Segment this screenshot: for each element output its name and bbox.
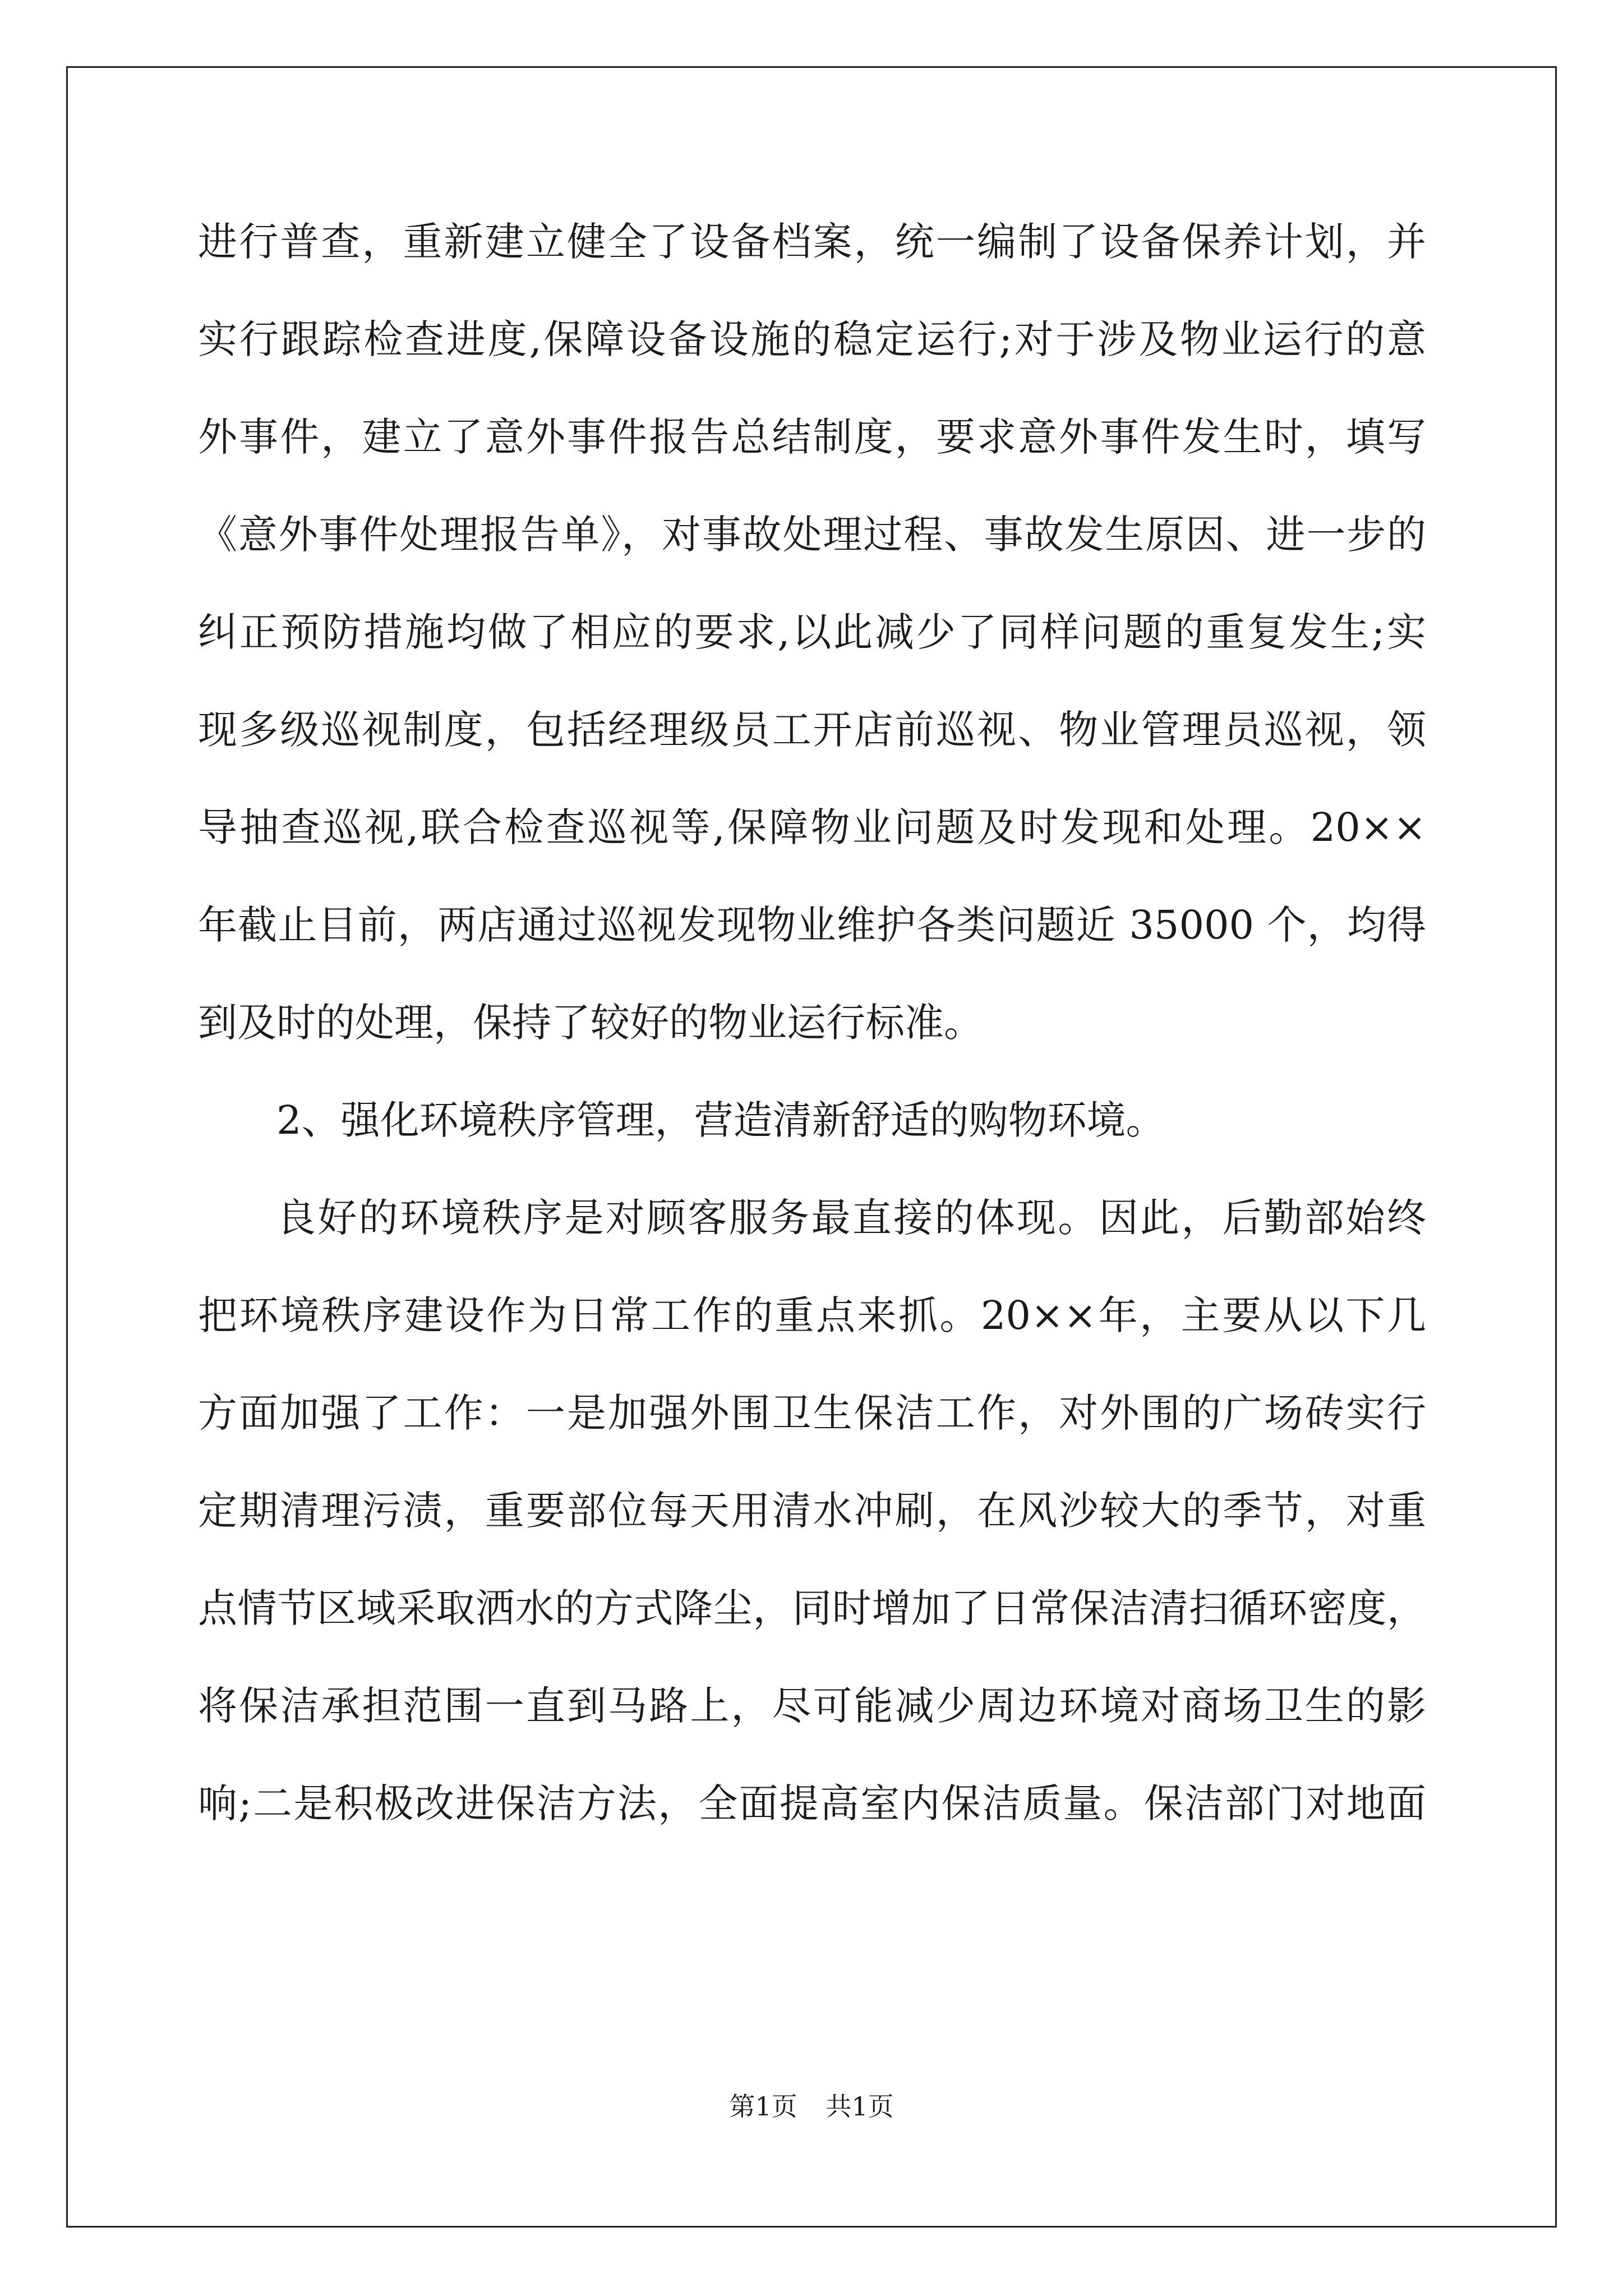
text-line-4: 《意外事件处理报告单》，对事故处理过程、事故发生原因、进一步的 — [198, 512, 1426, 558]
text-line-15: 点情节区域采取洒水的方式降尘，同时增加了日常保洁清扫循环密度， — [198, 1585, 1426, 1631]
text-line-2: 实行跟踪检查进度,保障设备设施的稳定运行;对于涉及物业运行的意 — [198, 316, 1426, 362]
text-line-3: 外事件，建立了意外事件报告总结制度，要求意外事件发生时，填写 — [198, 414, 1426, 460]
text-line-13: 方面加强了工作：一是加强外围卫生保洁工作，对外围的广场砖实行 — [198, 1390, 1426, 1436]
text-line-14: 定期清理污渍，重要部位每天用清水冲刷，在风沙较大的季节，对重 — [198, 1488, 1426, 1534]
text-line-16: 将保洁承担范围一直到马路上，尽可能减少周边环境对商场卫生的影 — [198, 1683, 1426, 1729]
page-footer — [0, 2090, 1623, 2123]
text-line-1: 进行普查，重新建立健全了设备档案，统一编制了设备保养计划，并 — [198, 219, 1426, 265]
text-line-9: 到及时的处理，保持了较好的物业运行标准。 — [198, 1000, 983, 1046]
text-line-6: 现多级巡视制度，包括经理级员工开店前巡视、物业管理员巡视，领 — [198, 707, 1426, 753]
text-line-11: 良好的环境秩序是对顾客服务最直接的体现。因此，后勤部始终 — [276, 1195, 1426, 1241]
text-line-5: 纠正预防措施均做了相应的要求,以此减少了同样问题的重复发生;实 — [198, 609, 1426, 655]
text-line-17: 响;二是积极改进保洁方法，全面提高室内保洁质量。保洁部门对地面 — [198, 1780, 1426, 1826]
page-number-total: 共1页 — [826, 2091, 894, 2122]
text-line-8: 年截止目前，两店通过巡视发现物业维护各类问题近 35000 个，均得 — [198, 902, 1426, 948]
text-line-12: 把环境秩序建设作为日常工作的重点来抓。20××年，主要从以下几 — [198, 1292, 1426, 1338]
page-number-current: 第1页 — [729, 2091, 797, 2122]
text-line-7: 导抽查巡视,联合检查巡视等,保障物业问题及时发现和处理。20×× — [198, 804, 1426, 850]
section-heading: 2、强化环境秩序管理，营造清新舒适的购物环境。 — [276, 1097, 1165, 1143]
